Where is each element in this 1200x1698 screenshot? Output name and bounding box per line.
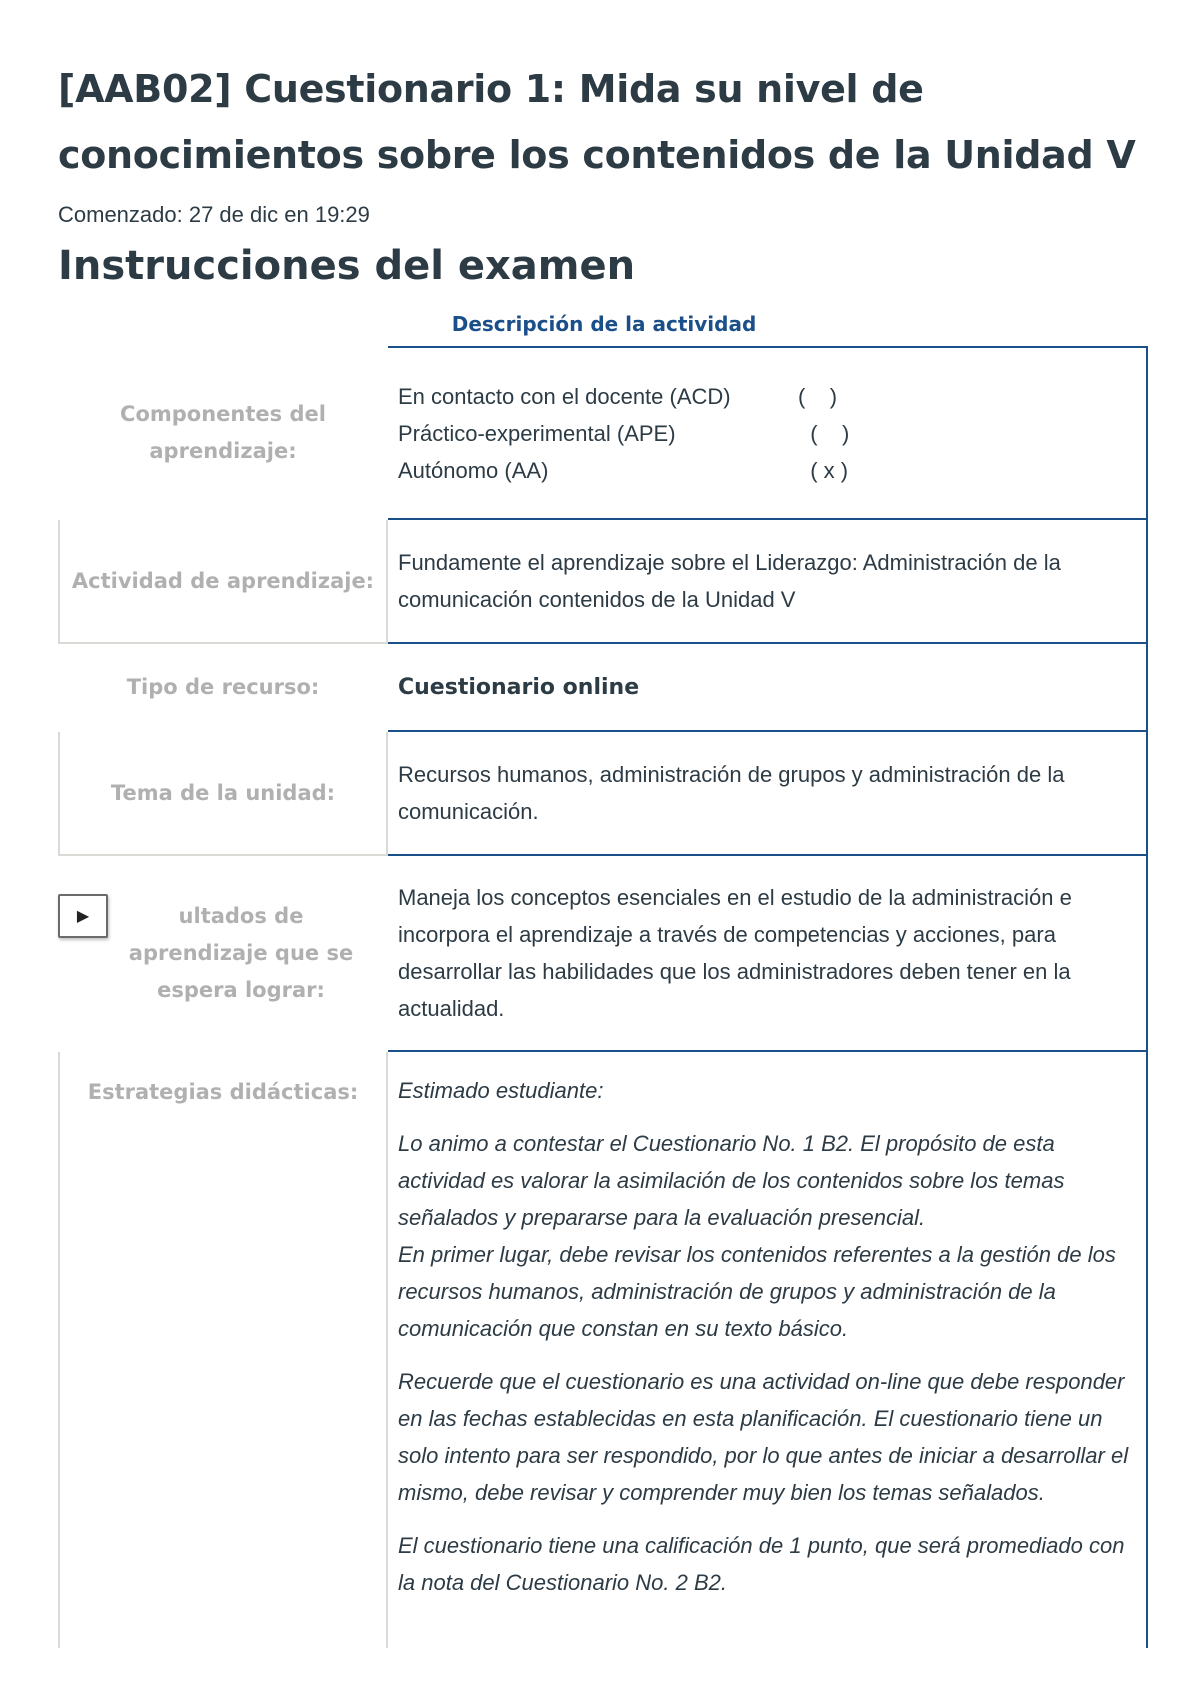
component-mark: ( x ) bbox=[798, 457, 849, 483]
component-line bbox=[398, 378, 1136, 415]
instructions-heading: Instrucciones del examen bbox=[58, 243, 636, 289]
page-title bbox=[58, 56, 1158, 188]
strategies-value bbox=[387, 1051, 1147, 1671]
page-title-line2: conocimientos sobre los contenidos de la Unidad V bbox=[58, 133, 1136, 177]
outcomes-label: ultados de aprendizaje que se espera lograr: bbox=[128, 903, 354, 1002]
strategies-paragraph: Recuerde que el cuestionario es una actividad on-line que debe responder en las fechas establecidas en esta planificación. El cuestionario tiene un solo intento para ser respondido, por lo que antes de iniciar a desarrollar el mismo, debe revisar y comprender muy bien los temas señalados. bbox=[398, 1369, 1129, 1505]
activity-value: Fundamente el aprendizaje sobre el Liderazgo: Administración de la comunicación contenidos de la Unidad V bbox=[387, 519, 1147, 643]
play-button[interactable] bbox=[58, 894, 108, 938]
resource-value: Cuestionario online bbox=[387, 643, 1147, 731]
table-row bbox=[59, 855, 1147, 1051]
started-timestamp: Comenzado: 27 de dic en 19:29 bbox=[58, 202, 370, 227]
component-name: Práctico-experimental (APE) bbox=[398, 420, 676, 446]
table-row bbox=[59, 1051, 1147, 1671]
components-value bbox=[387, 347, 1147, 519]
resource-label: Tipo de recurso: bbox=[126, 674, 320, 699]
component-name: En contacto con el docente (ACD) bbox=[398, 383, 731, 409]
activity-description-table bbox=[58, 346, 1148, 1672]
table-caption: Descripción de la actividad bbox=[451, 312, 757, 336]
component-line bbox=[398, 415, 1136, 452]
component-mark: ( ) bbox=[798, 420, 850, 446]
outcomes-value: Maneja los conceptos esenciales en el estudio de la administración e incorpora el aprendizaje a través de competencias y acciones, para desarrollar las habilidades que los administradores deben tener en la actualidad. bbox=[387, 855, 1147, 1051]
activity-label: Actividad de aprendizaje: bbox=[59, 519, 387, 643]
table-row bbox=[59, 519, 1147, 643]
table-row bbox=[59, 731, 1147, 855]
strategies-paragraph: Lo animo a contestar el Cuestionario No. 1 B2. El propósito de esta actividad es valorar la asimilación de los contenidos sobre los temas señalados y prepararse para la evaluación presencial. bbox=[398, 1131, 1065, 1230]
strategies-paragraph: El cuestionario tiene una calificación de 1 punto, que será promediado con la nota del Cuestionario No. 2 B2. bbox=[398, 1533, 1125, 1595]
component-mark: ( ) bbox=[798, 383, 838, 409]
play-icon: ▶ bbox=[76, 908, 90, 925]
table-row bbox=[59, 643, 1147, 731]
components-label: Componentes del aprendizaje: bbox=[120, 402, 326, 463]
strategies-paragraph: En primer lugar, debe revisar los contenidos referentes a la gestión de los recursos humanos, administración de grupos y administración de la comunicación que constan en su texto básico. bbox=[398, 1242, 1116, 1341]
topic-value: Recursos humanos, administración de grupos y administración de la comunicación. bbox=[387, 731, 1147, 855]
strategies-label: Estrategias didácticas: bbox=[59, 1051, 387, 1671]
strategies-greeting: Estimado estudiante: bbox=[398, 1078, 604, 1103]
page-title-line1: [AAB02] Cuestionario 1: Mida su nivel de bbox=[58, 67, 924, 111]
component-name: Autónomo (AA) bbox=[398, 457, 549, 483]
topic-label: Tema de la unidad: bbox=[59, 731, 387, 855]
component-line bbox=[398, 452, 1136, 489]
table-row bbox=[59, 347, 1147, 519]
page-bottom-edge bbox=[0, 1648, 1200, 1698]
